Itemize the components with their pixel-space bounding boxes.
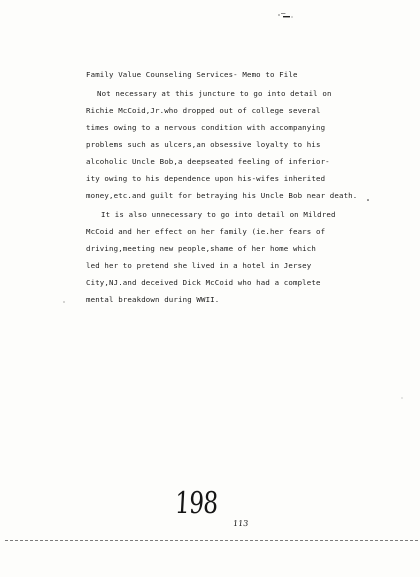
bottom-scan-line xyxy=(5,540,418,541)
text-line: alcoholic Uncle Bob,a deepseated feeling of inferior- xyxy=(86,157,330,166)
handwritten-page-number: 198 xyxy=(174,486,219,521)
text-line: City,NJ.and deceived Dick McCoid who had a complete xyxy=(86,278,321,287)
text-line: mental breakdown during WWII. xyxy=(86,295,220,304)
text-line: driving,meeting new people,shame of her home which xyxy=(86,244,316,253)
memo-title: Family Value Counseling Services- Memo to File xyxy=(86,70,298,79)
text-line: money,etc.and guilt for betraying his Uncle Bob near death. xyxy=(86,191,358,200)
text-line: problems such as ulcers,an obsessive loyalty to his xyxy=(86,140,321,149)
text-line: It is also unnecessary to go into detail on Mildred xyxy=(101,210,336,219)
text-line: Richie McCoid,Jr.who dropped out of college several xyxy=(86,106,321,115)
text-line: times owing to a nervous condition with accompanying xyxy=(86,123,326,132)
text-line: McCoid and her effect on her family (ie.her fears of xyxy=(86,227,326,236)
top-mark: — xyxy=(281,8,286,17)
text-line: led her to pretend she lived in a hotel in Jersey xyxy=(86,261,312,270)
text-line: Not necessary at this juncture to go into detail on xyxy=(97,89,332,98)
handwritten-note: 113 xyxy=(232,519,249,528)
text-line: ity owing to his dependence upon his-wifes inherited xyxy=(86,174,326,183)
